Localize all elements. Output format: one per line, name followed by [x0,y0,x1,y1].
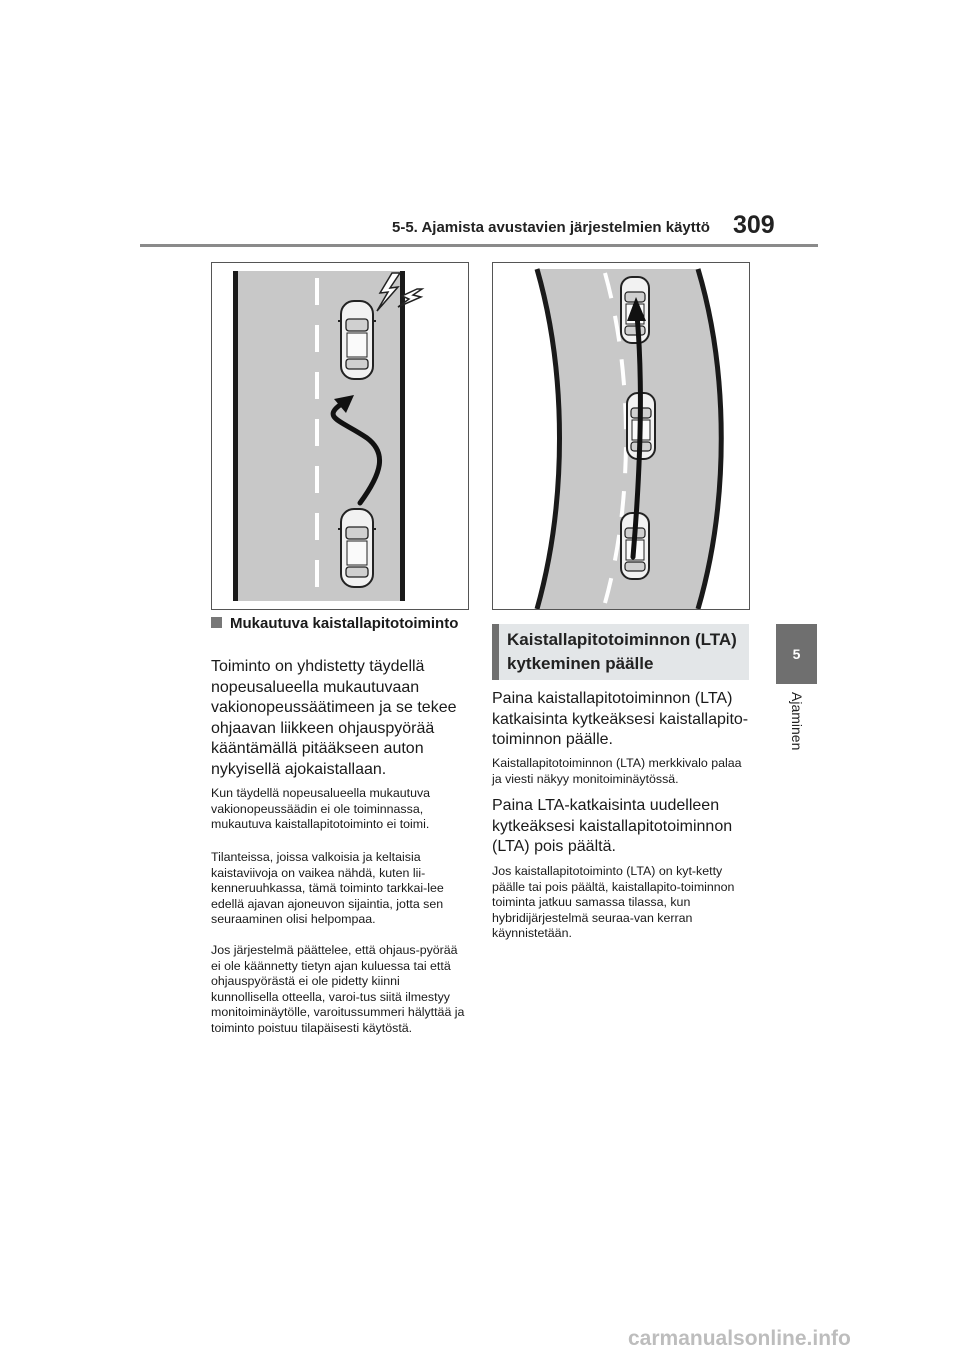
section-title-band: Kaistallapitotoiminnon (LTA) kytkeminen päälle [492,624,749,680]
note-state-memory: Jos kaistallapitotoiminto (LTA) on kyt-ketty päälle tai pois päältä, kaistallapito-toiminnon toiminta jatkuu samassa tilassa, kun hybridijärjestelmä seuraa-van kerran käynnistetään. [492,864,735,940]
heading-text: Mukautuva kaistallapitotoiminto [230,615,459,632]
instruction-off: Paina LTA-katkaisinta uudelleen kytkeäksesi kaistallapitotoiminnon (LTA) pois päältä. [492,797,733,855]
note-paragraph-2: Tilanteissa, joissa valkoisia ja keltaisia kaistaviivoja on vaikea nähdä, kuten lii-kenneruuhkassa, tämä toiminto tarkkai-lee edellä ajavan ajoneuvon sijaintia, jotta sen seuraaminen olisi helpompaa. [211,850,444,926]
car-bottom [338,509,376,587]
road-edge-right [400,271,405,601]
lane-departure-illustration [211,262,469,610]
chapter-tab-label: Ajaminen [789,692,805,751]
lane-keeping-illustration [492,262,750,610]
section-heading [211,614,471,634]
note-indicator: Kaistallapitotoiminnon (LTA) merkkivalo palaa ja viesti näkyy monitoiminäytössä. [492,756,742,786]
watermark: carmanualsonline.info [628,1327,851,1350]
header-divider [140,244,818,247]
page-number: 309 [733,211,775,239]
road-edge-left [233,271,238,601]
body-paragraph: Toiminto on yhdistetty täydellä nopeusalueella mukautuvaan vakionopeussäätimeen ja se tekee ohjaavan liikkeen ohjauspyörää kääntämällä pitääkseen auton nykyisellä ajokaistallaan. [211,658,457,778]
square-bullet-icon [211,617,222,628]
chapter-header-title: 5-5. Ajamista avustavien järjestelmien käyttö [392,219,710,236]
car-top [338,301,376,379]
chapter-tab: 5 [776,624,817,684]
instruction-on: Paina kaistallapitotoiminnon (LTA) katkaisinta kytkeäksesi kaistallapito-toiminnon päälle. [492,690,749,748]
note-paragraph-1: Kun täydellä nopeusalueella mukautuva vakionopeussäädin ei ole toiminnassa, mukautuva kaistallapitotoiminto ei toimi. [211,786,431,831]
note-paragraph-3: Jos järjestelmä päättelee, että ohjaus-pyörää ei ole käännetty tietyn ajan kuluessa tai että ohjauspyörästä ei ole pidetty kiinni kunnollisella otteella, varoi-tus siitä ilmestyy monitoiminäytölle, varoitussummeri hälyttää ja toiminto poistuu tilapäisesti käytöstä. [211,943,465,1035]
